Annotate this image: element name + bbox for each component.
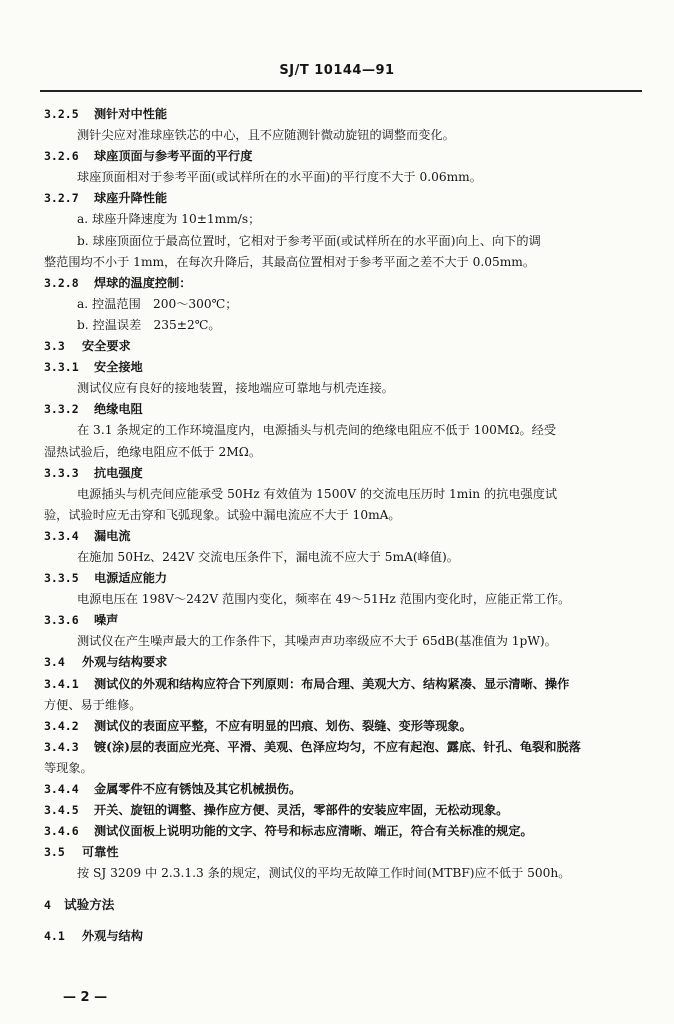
list-item-b: b. 控温误差 235±2℃。 [77, 317, 221, 332]
page-number: — 2 — [63, 990, 108, 1005]
section-title: 外观与结构要求 [82, 655, 168, 670]
section-title: 电源适应能力 [94, 571, 168, 586]
list-item-a: a. 控温范围 200～300℃； [77, 296, 238, 311]
section-3-3-3-body: 电源插头与机壳间应能承受 50Hz 有效值为 1500V 的交流电压历时 1min 的抗电强度试 [77, 486, 558, 501]
section-3-3-3-heading [44, 463, 642, 484]
section-3-2-6-body: 球座顶面相对于参考平面(或试样所在的水平面)的平行度不大于 0.06mm。 [77, 170, 482, 185]
section-number: 4.1 [44, 928, 65, 943]
section-title: 焊球的温度控制： [94, 275, 192, 290]
section-3-4-3-continued: 等现象。 [44, 760, 93, 775]
section-title: 球座升降性能 [94, 191, 168, 206]
section-number: 3.5 [44, 845, 65, 860]
list-item-b-continued: 整范围均不小于 1mm，在每次升降后，其最高位置相对于参考平面之差不大于 0.05mm。 [44, 254, 536, 269]
section-3-4-4 [44, 779, 642, 800]
section-body: 金属零件不应有锈蚀及其它机械损伤。 [94, 782, 302, 796]
section-3-4-3 [44, 737, 642, 758]
section-3-4-1-continued: 方便、易于维修。 [44, 697, 142, 712]
section-3-3-5-heading [44, 568, 642, 589]
standard-code-header: SJ/T 10144—91 [279, 63, 395, 78]
section-3-3-heading [44, 336, 642, 357]
section-3-3-3-body-continued: 验，试验时应无击穿和飞弧现象。试验中漏电流应不大于 10mA。 [44, 507, 401, 522]
section-3-4-2 [44, 716, 642, 737]
section-number: 3.4.5 [44, 803, 79, 818]
section-number: 3.4 [44, 655, 65, 670]
list-item-a: a. 球座升降速度为 10±1mm/s； [77, 212, 261, 227]
section-number: 3.4.6 [44, 824, 79, 839]
section-number: 3.4.1 [44, 676, 79, 691]
section-title: 漏电流 [94, 528, 131, 543]
section-number: 3.4.2 [44, 718, 79, 733]
section-number: 3.3.4 [44, 528, 79, 543]
section-title: 外观与结构 [82, 928, 143, 943]
chapter-number: 4 [44, 898, 51, 913]
section-3-2-5-body: 测针尖应对准球座铁芯的中心，且不应随测针微动旋钮的调整而变化。 [77, 128, 455, 143]
section-number: 3.3 [44, 339, 65, 354]
section-3-3-1-heading [44, 357, 642, 378]
section-3-2-5-heading [44, 104, 642, 125]
section-body: 测试仪面板上说明功能的文字、符号和标志应清晰、端正，符合有关标准的规定。 [94, 824, 533, 839]
section-number: 3.3.5 [44, 571, 79, 586]
chapter-4-heading [44, 894, 642, 915]
section-number: 3.2.8 [44, 275, 79, 290]
section-number: 3.2.7 [44, 191, 79, 206]
section-number: 3.3.1 [44, 360, 79, 375]
section-3-3-2-heading [44, 399, 642, 420]
section-title: 测针对中性能 [94, 107, 168, 121]
section-3-3-4-body: 在施加 50Hz、242V 交流电压条件下，漏电流不应大于 5mA(峰值)。 [77, 549, 459, 564]
section-number: 3.3.3 [44, 465, 79, 480]
section-number: 3.3.2 [44, 402, 79, 417]
section-3-3-1-body: 测试仪应有良好的接地装置，接地端应可靠地与机壳连接。 [77, 381, 394, 396]
section-title: 噪声 [94, 613, 119, 628]
section-title: 球座顶面与参考平面的平行度 [94, 149, 253, 164]
section-3-5-heading [44, 842, 642, 863]
section-title: 绝缘电阻 [94, 402, 143, 417]
section-3-3-5-body: 电源电压在 198V～242V 范围内变化，频率在 49～51Hz 范围内变化时，应能正常工作。 [77, 592, 571, 607]
section-title: 安全要求 [82, 339, 131, 354]
section-3-3-6-heading [44, 610, 642, 631]
document-body [44, 104, 642, 947]
section-3-4-heading [44, 652, 642, 673]
section-body: 测试仪的表面应平整，不应有明显的凹痕、划伤、裂缝、变形等现象。 [94, 718, 472, 733]
section-3-4-1 [44, 674, 642, 695]
section-body: 开关、旋钮的调整、操作应方便、灵活，零部件的安装应牢固，无松动现象。 [94, 803, 509, 818]
section-3-3-6-body: 测试仪在产生噪声最大的工作条件下，其噪声声功率级应不大于 65dB(基准值为 1pW)。 [77, 634, 557, 649]
section-3-4-5 [44, 800, 642, 821]
section-3-2-6-heading [44, 146, 642, 167]
section-3-4-6 [44, 821, 642, 842]
section-body: 测试仪的外观和结构应符合下列原则：布局合理、美观大方、结构紧凑、显示清晰、操作 [94, 676, 570, 691]
list-item-b: b. 球座顶面位于最高位置时，它相对于参考平面(或试样所在的水平面)向上、向下的调 [77, 233, 541, 248]
header-rule [40, 90, 642, 92]
section-4-1-heading [44, 926, 642, 947]
section-number: 3.4.4 [44, 782, 79, 796]
section-number: 3.3.6 [44, 613, 79, 628]
section-number: 3.2.6 [44, 149, 79, 164]
section-3-2-8-heading [44, 273, 642, 294]
section-3-3-4-heading [44, 526, 642, 547]
spacer [44, 916, 642, 926]
section-number: 3.2.5 [44, 107, 79, 121]
section-3-3-2-body: 在 3.1 条规定的工作环境温度内，电源插头与机壳间的绝缘电阻应不低于 100MΩ。经受 [77, 423, 557, 438]
section-3-2-7-heading [44, 188, 642, 209]
section-3-3-2-body-continued: 湿热试验后，绝缘电阻应不低于 2MΩ。 [44, 444, 262, 459]
spacer [44, 884, 642, 894]
section-body: 镀(涂)层的表面应光亮、平滑、美观、色泽应均匀，不应有起泡、露底、针孔、龟裂和脱落 [94, 739, 581, 754]
section-number: 3.4.3 [44, 739, 79, 754]
section-title: 可靠性 [82, 845, 119, 860]
section-title: 安全接地 [94, 360, 143, 375]
section-3-5-body: 按 SJ 3209 中 2.3.1.3 条的规定，测试仪的平均无故障工作时间(MTBF)应不低于 500h。 [77, 866, 571, 881]
section-title: 抗电强度 [94, 465, 143, 480]
chapter-title: 试验方法 [64, 897, 115, 913]
